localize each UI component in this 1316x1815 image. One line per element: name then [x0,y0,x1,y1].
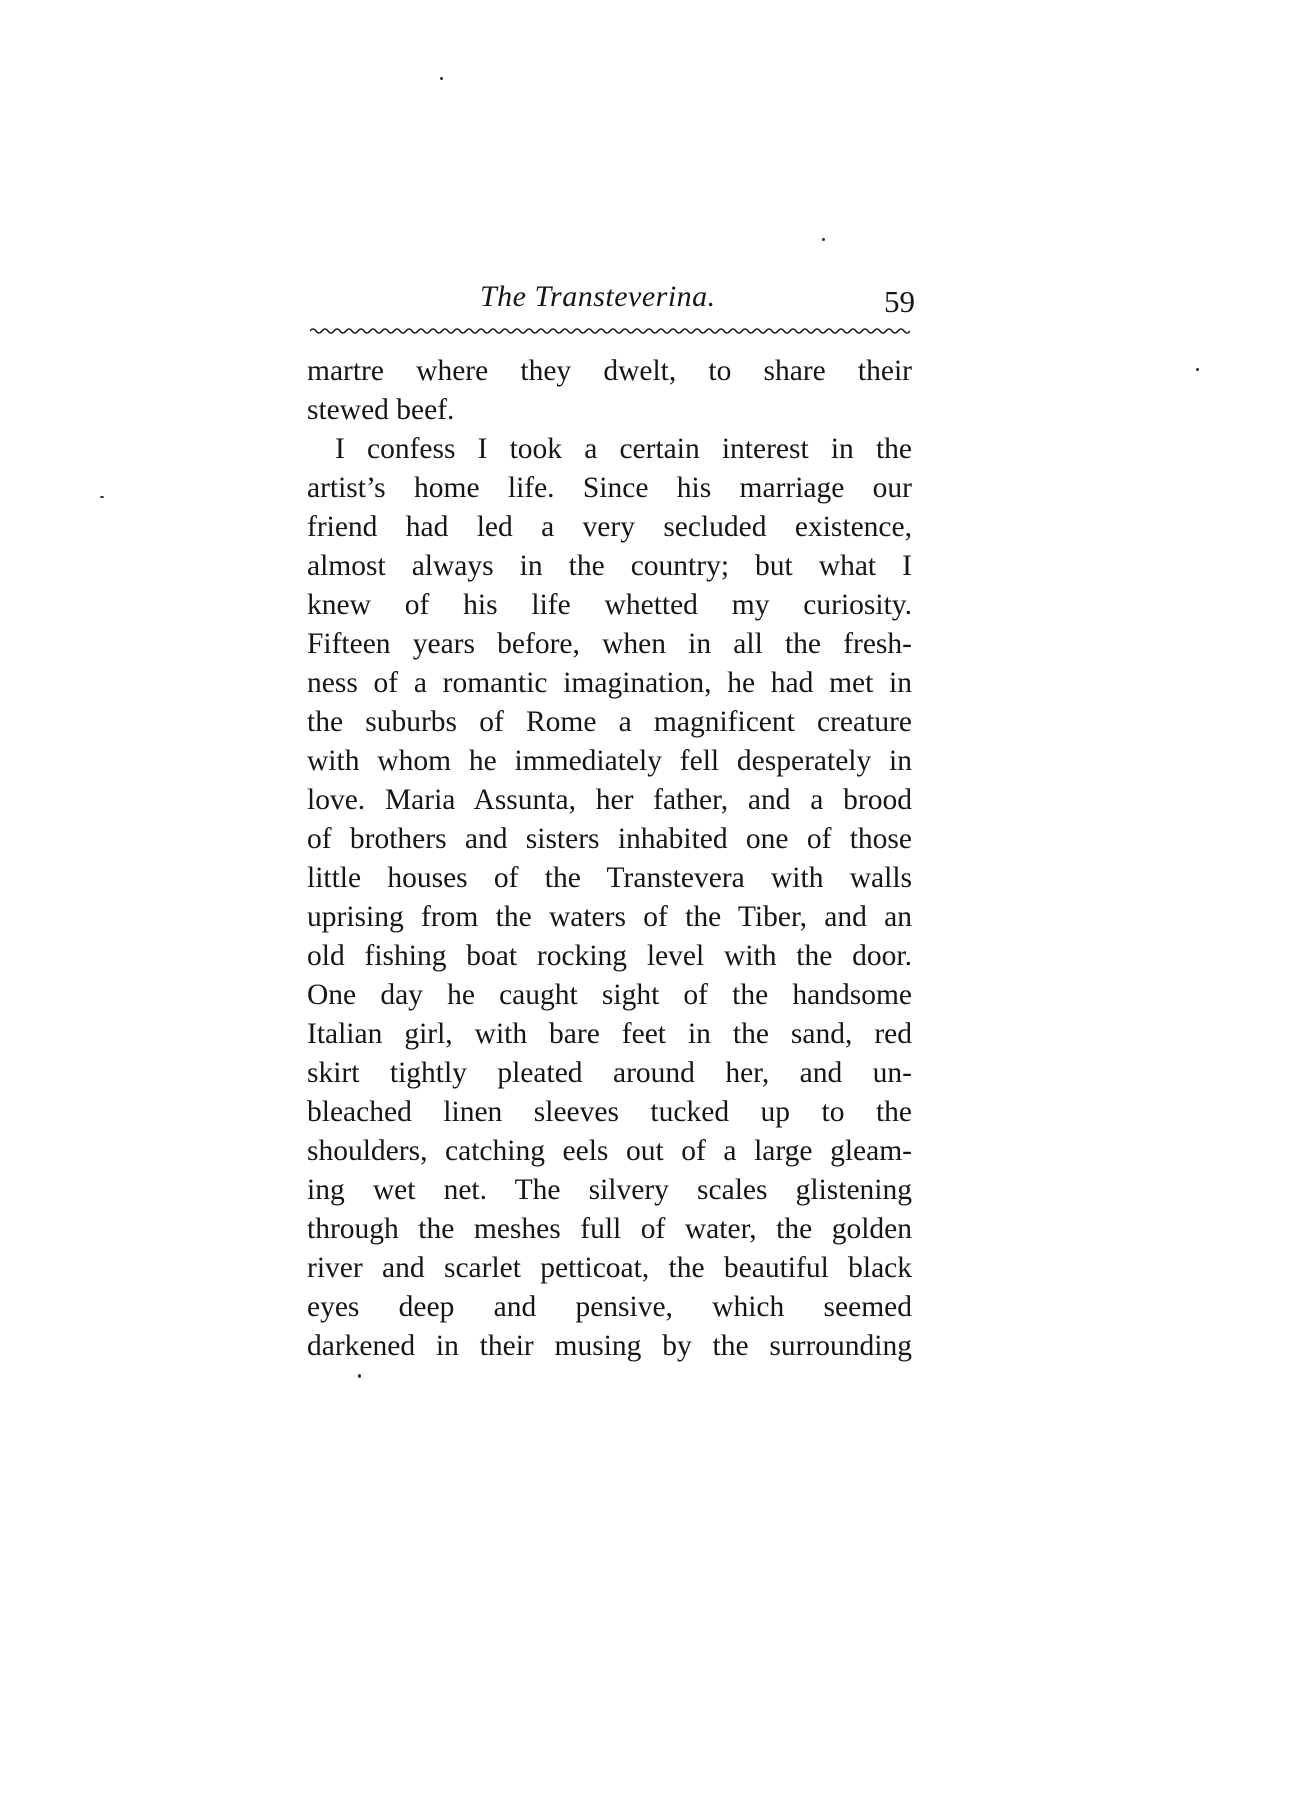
text-line: Fifteen years before, when in all the fresh- [307,628,912,660]
text-line: bleached linen sleeves tucked up to the [307,1096,912,1128]
text-line: river and scarlet petticoat, the beautiful black [307,1252,912,1284]
text-line: eyes deep and pensive, which seemed [307,1291,912,1323]
text-line: of brothers and sisters inhabited one of those [307,823,912,855]
text-line: with whom he immediately fell desperately in [307,745,912,777]
text-line: through the meshes full of water, the golden [307,1213,912,1245]
text-line: almost always in the country; but what I [307,550,912,582]
scan-speck [100,496,104,498]
paragraph-first-line: I confess I took a certain interest in the [335,433,912,465]
text-line: ness of a romantic imagination, he had met in [307,667,912,699]
text-line: little houses of the Transtevera with walls [307,862,912,894]
running-title: The Transteverina. [480,280,716,313]
text-line: martre where they dwelt, to share their [307,355,912,387]
page-number: 59 [884,284,915,319]
text-line: knew of his life whetted my curiosity. [307,589,912,621]
text-line: ing wet net. The silvery scales glistening [307,1174,912,1206]
text-line: the suburbs of Rome a magnificent creature [307,706,912,738]
scan-speck [358,1374,361,1378]
body-text [307,352,912,1366]
text-line: love. Maria Assunta, her father, and a brood [307,784,912,816]
scan-speck [822,238,825,241]
text-line: uprising from the waters of the Tiber, and an [307,901,912,933]
text-line: One day he caught sight of the handsome [307,979,912,1011]
decorative-wavy-rule [310,326,910,336]
scan-speck [440,77,443,80]
text-line: skirt tightly pleated around her, and un- [307,1057,912,1089]
text-line: darkened in their musing by the surrounding [307,1330,912,1362]
text-line: friend had led a very secluded existence, [307,511,912,543]
text-line: old fishing boat rocking level with the door. [307,940,912,972]
text-line: shoulders, catching eels out of a large gleam- [307,1135,912,1167]
page-header [310,280,915,320]
text-line: artist’s home life. Since his marriage our [307,472,912,504]
text-line: stewed beef. [307,394,455,426]
text-line: Italian girl, with bare feet in the sand, red [307,1018,912,1050]
scan-speck [1196,368,1199,371]
